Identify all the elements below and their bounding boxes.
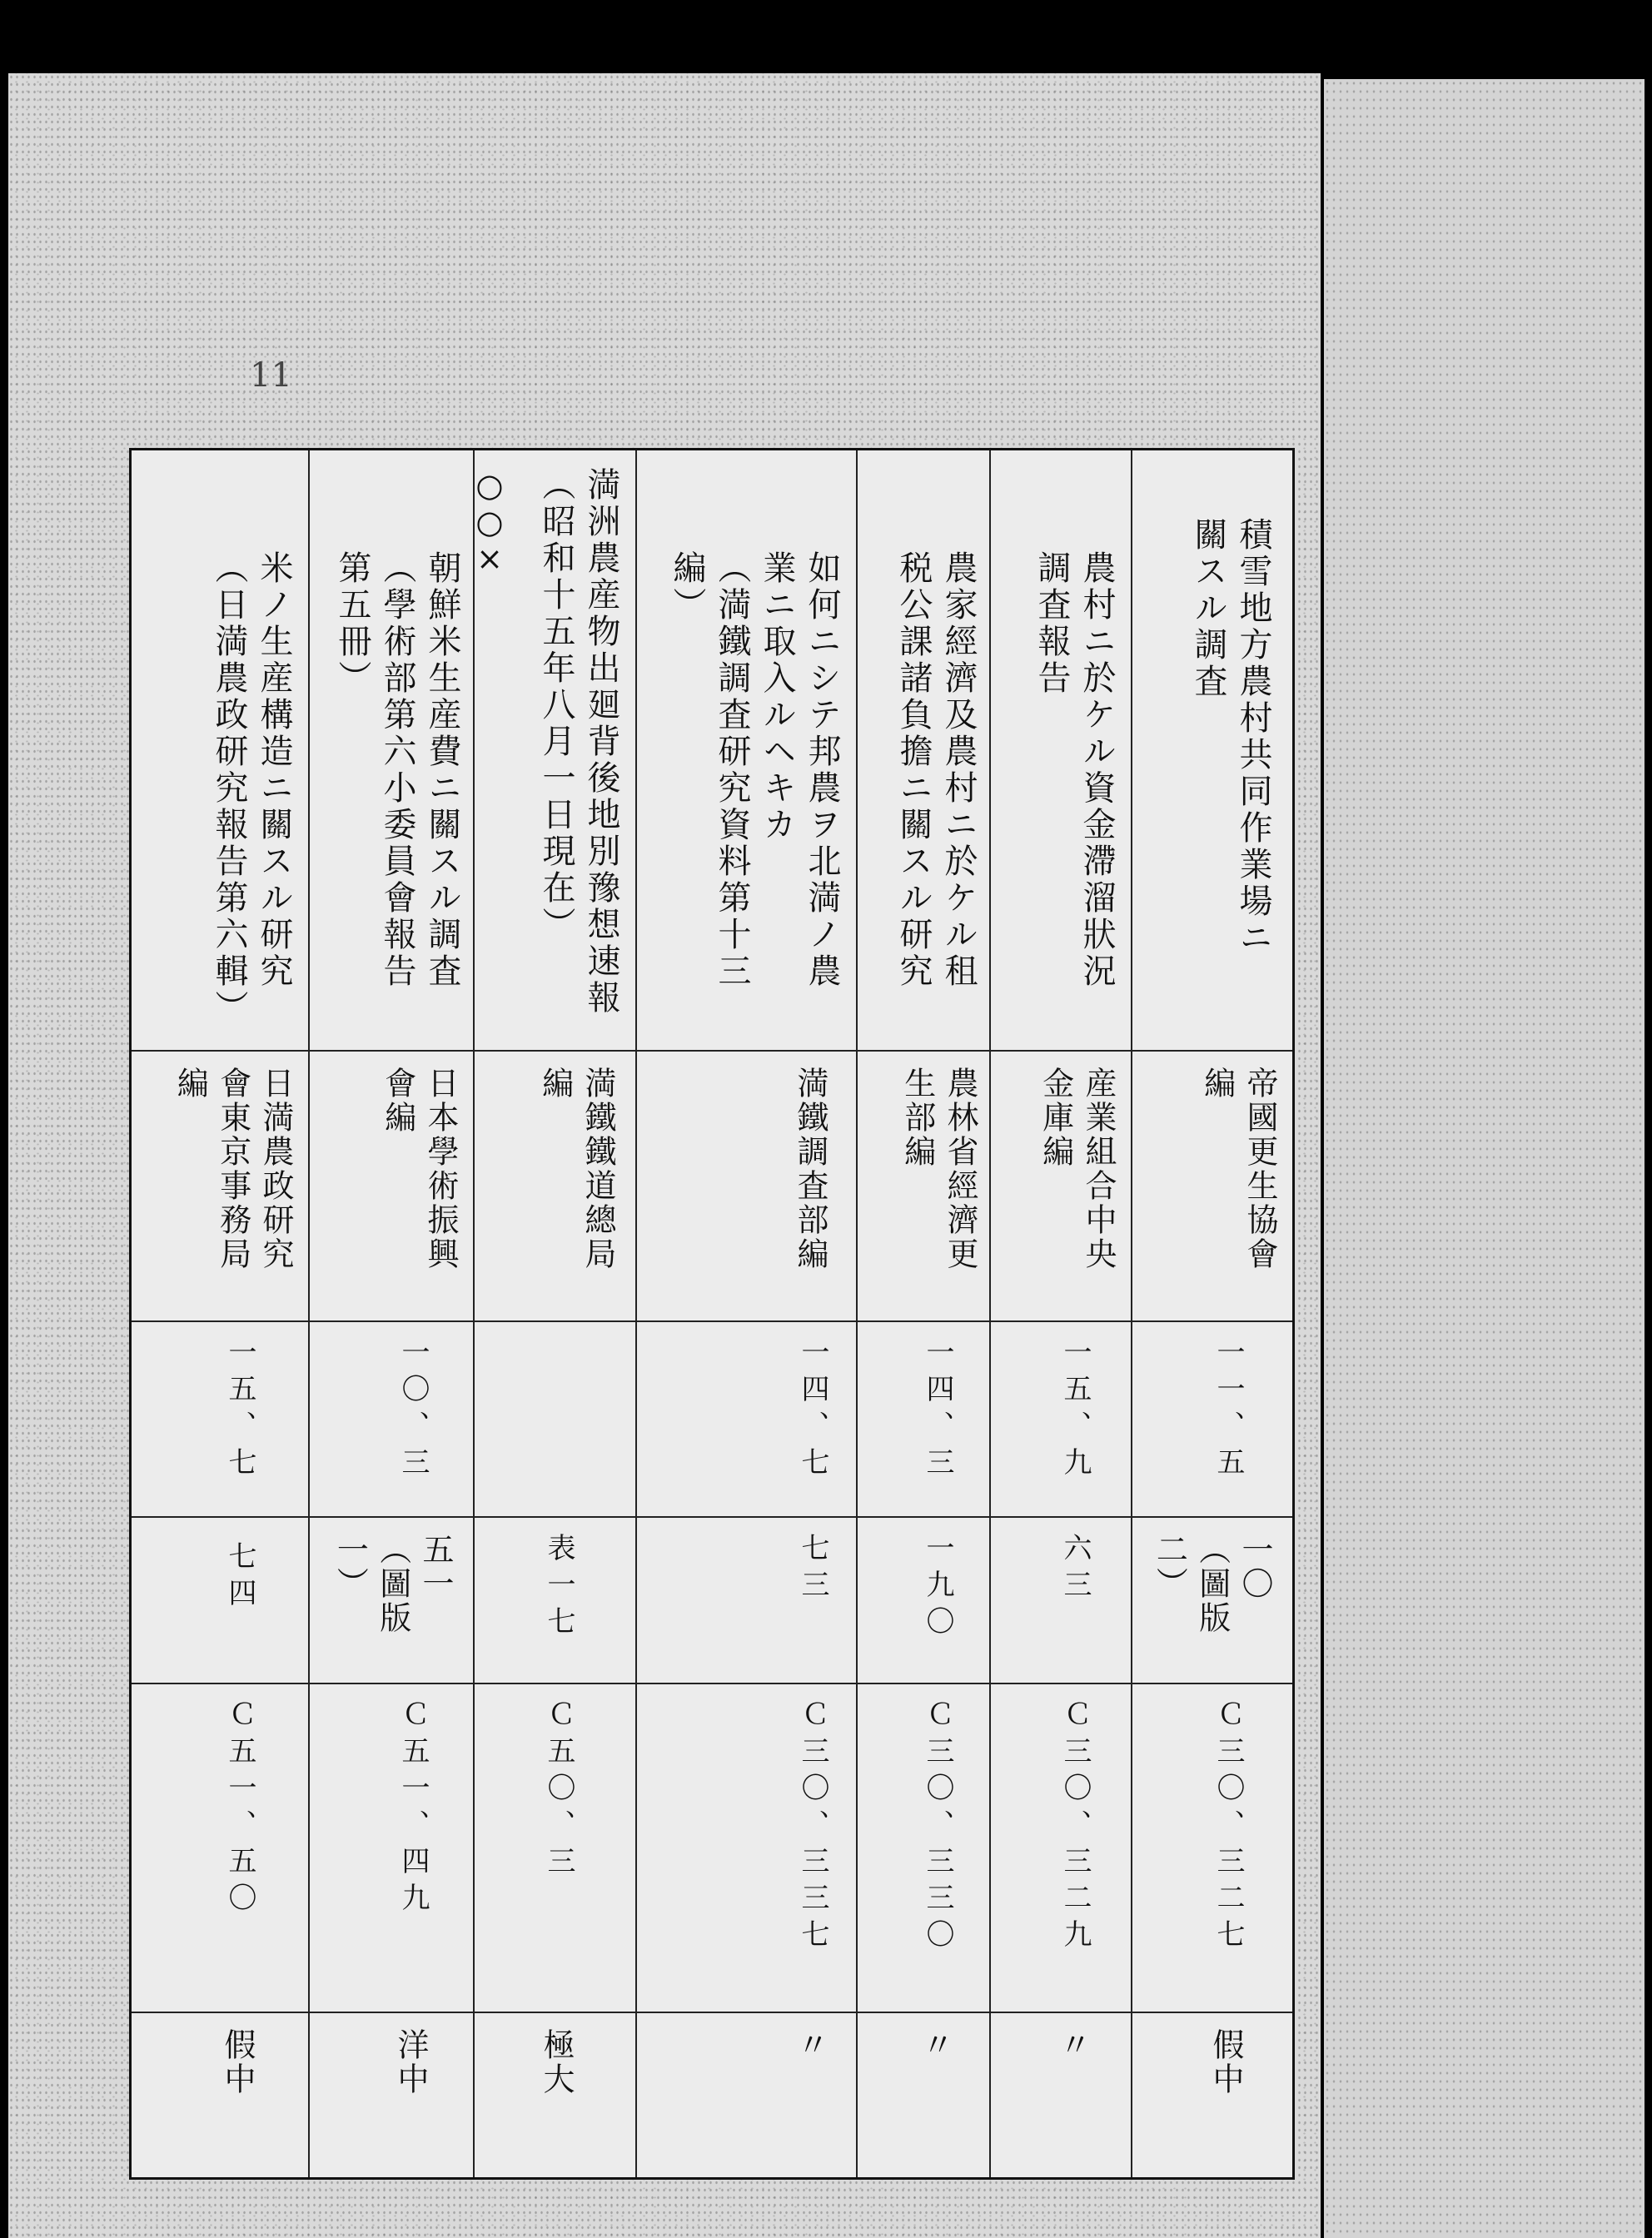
publisher: 日満農政研究 會東京事務局 編	[172, 1067, 294, 1271]
title: 満洲農産物出廻背後地別豫想速報 （昭和十五年八月一日現在）	[537, 467, 620, 1017]
call-number: Ｃ五一、五〇	[223, 1699, 256, 1919]
pages: 一九〇	[921, 1533, 954, 1643]
binding: 假中	[1207, 2028, 1244, 2096]
catalog-row	[132, 450, 308, 2177]
publisher: 産業組合中央 金庫編	[1037, 1067, 1117, 1271]
pages: 一〇 （圖版 二）	[1151, 1533, 1273, 1635]
publisher: 満鐵鐵道總局 編	[536, 1067, 616, 1271]
pages: 表一七	[542, 1533, 575, 1643]
call-number: Ｃ三〇、三三七	[796, 1699, 829, 1956]
catalog-table	[129, 448, 1295, 2180]
binding: 洋中	[392, 2028, 429, 2096]
publisher: 日本學術振興 會編	[379, 1067, 459, 1271]
title: 如何ニシテ邦農ヲ北満ノ農 業ニ取入ルヘキカ （満鐵調査研究資料第十三 編）	[668, 550, 841, 990]
pages: 七三	[796, 1533, 829, 1606]
catalog-row	[989, 450, 1131, 2177]
size: 一一、五	[1212, 1337, 1245, 1484]
binding: 〃	[1054, 2028, 1091, 2062]
binding: 〃	[792, 2028, 828, 2062]
size: 一四、七	[796, 1337, 829, 1484]
call-number: Ｃ五一、四九	[396, 1699, 430, 1919]
call-number: Ｃ三〇、三三〇	[921, 1699, 954, 1956]
size: 一五、七	[223, 1337, 256, 1484]
binding: 〃	[917, 2028, 953, 2062]
publisher: 農林省經濟更 生部編	[898, 1067, 978, 1271]
binding: 極大	[538, 2028, 575, 2096]
pages: 七四	[223, 1541, 256, 1614]
marker: ○○×	[471, 467, 508, 577]
pages: 五一 （圖版 一）	[331, 1533, 454, 1635]
adjacent-page-edge	[1324, 79, 1645, 2238]
title: 農村ニ於ケル資金滯溜狀況 調査報告	[1032, 550, 1116, 990]
page-number: 11	[250, 356, 292, 395]
catalog-row	[635, 450, 856, 2177]
catalog-row	[1131, 450, 1292, 2177]
size: 一五、九	[1058, 1337, 1092, 1484]
call-number: Ｃ三〇、三二七	[1212, 1699, 1245, 1956]
catalog-row	[473, 450, 635, 2177]
title: 積雪地方農村共同作業場ニ 關スル調査	[1189, 517, 1272, 957]
title: 農家經濟及農村ニ於ケル租 税公課諸負擔ニ關スル研究	[894, 550, 978, 990]
title: 朝鮮米生産費ニ關スル調査 （學術部第六小委員會報告 第五冊）	[333, 550, 461, 990]
size: 一〇、三	[396, 1337, 430, 1484]
catalog-row	[856, 450, 989, 2177]
call-number: Ｃ五〇、三	[542, 1699, 575, 1882]
pages: 六三	[1058, 1533, 1092, 1606]
call-number: Ｃ三〇、三二九	[1058, 1699, 1092, 1956]
publisher: 満鐵調査部編	[792, 1067, 828, 1271]
binding: 假中	[219, 2028, 256, 2096]
catalog-row	[308, 450, 473, 2177]
size: 一四、三	[921, 1337, 954, 1484]
title: 米ノ生産構造ニ關スル研究 （日満農政研究報告第六輯）	[210, 550, 293, 1027]
publisher: 帝國更生協會 編	[1198, 1067, 1278, 1271]
document-page	[8, 73, 1321, 2238]
